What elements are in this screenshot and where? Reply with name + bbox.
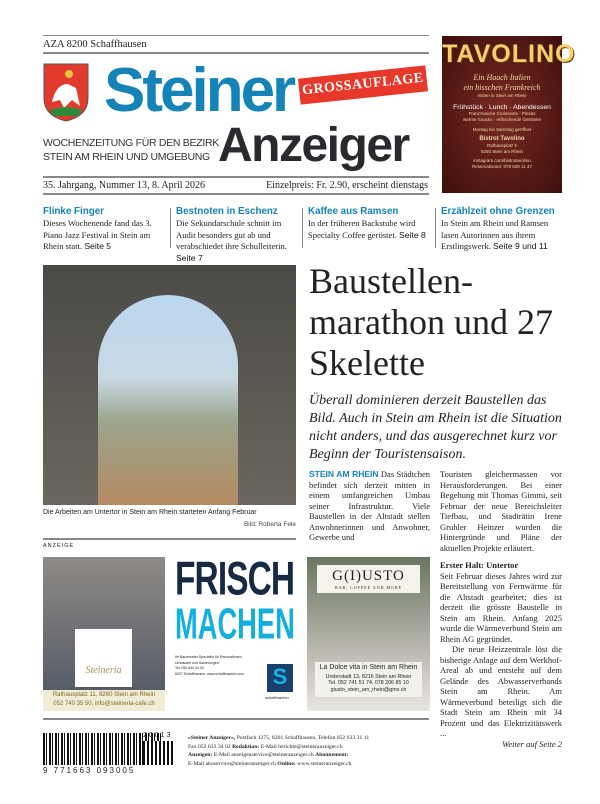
postal-info: AZA 8200 Schaffhausen	[43, 39, 147, 50]
ad-contact: 052 740 35 50, info@steineria-cafe.ch	[53, 701, 155, 707]
imprint-text[interactable]: E-Mail aboservice@steineranzeiger.ch	[188, 760, 276, 767]
giusto-logo: G(I)USTO	[332, 568, 405, 584]
tavolino-ad[interactable]	[442, 36, 576, 193]
article-column	[309, 469, 430, 543]
issue-code: 20013	[143, 732, 173, 739]
photo-credit: Bild: Roberta Fele	[243, 521, 296, 528]
teaser-text: Dieses Wochenende fand das 3. Piano Jazz Festival in Stein am Rhein statt.	[43, 218, 152, 251]
ad-text: 8260 Stein am Rhein	[480, 149, 524, 154]
imprint-label: Online:	[277, 760, 296, 767]
teaser-page: Seite 5	[84, 241, 112, 251]
continued-link[interactable]: Weiter auf Seite 2	[502, 738, 562, 749]
teaser-text: In Stein am Rhein und Ramsen lasen Autorinnen aus ihrem Erstlingswerk.	[441, 218, 549, 251]
imprint-text[interactable]: E-Mail berichte@steineranzeiger.ch	[260, 743, 343, 750]
teaser-title: Erzählzeit ohne Grenzen	[441, 206, 555, 217]
teaser-title: Bestnoten in Eschenz	[176, 206, 278, 217]
imprint	[188, 734, 369, 768]
teaser-text: Die Sekundarschule schnitt im Audit besonders gut ab und verabschiedet ihre Schulleiterin.	[176, 218, 287, 251]
schaffmacher-logo: S	[267, 664, 293, 692]
ad-text: Tel. 052 644 04 40	[175, 666, 204, 670]
imprint-text: Fax 052 633 34 02	[188, 743, 231, 750]
ad-text: giusto_stein_am_rhein@gmx.ch	[330, 687, 407, 694]
ad-text: instagram.com/bistrotavolino	[473, 157, 531, 163]
teaser-text: In der früheren Backstube wird Specialty Coffee geröstet.	[308, 218, 416, 240]
website-link[interactable]: www.steineranzeiger.ch	[297, 760, 352, 767]
photo-caption: Die Arbeiten am Untertor in Stein am Rhein starteten Anfang Februar	[43, 509, 257, 516]
teaser-title: Flinke Finger	[43, 206, 104, 217]
ad-text: Ihr Baumeister-Spezialist für Renovationen, Umbauten und Sanierungen.	[175, 655, 243, 665]
price-info: Einzelpreis: Fr. 2.90, erscheint dienstags	[266, 180, 428, 191]
imprint-text[interactable]: E-Mail anzeigenservice@steineranzeiger.ch	[213, 752, 314, 759]
ad-label: ANZEIGE	[43, 543, 75, 549]
ad-text: 8207 Schaffhausen, www.schaffmacher.com	[175, 671, 244, 676]
issue-barcode	[143, 741, 173, 765]
teaser-page: Seite 9 und 11	[493, 241, 548, 251]
ad-text: Französische Croissants · Pinsas	[468, 110, 536, 116]
ad-text: Rathausplatz 5	[486, 142, 518, 148]
imprint-label: Anzeigen:	[188, 752, 213, 759]
top-rule	[43, 35, 429, 36]
divider	[170, 208, 171, 248]
giusto-tagline: BAR, COFFEE AND MORE	[334, 585, 403, 590]
teaser-page: Seite 7	[176, 252, 203, 263]
subtitle-line: WOCHENZEITUNG FÜR DEN BEZIRK	[43, 137, 219, 149]
article-column	[440, 560, 562, 749]
ad-text: warme Snacks · erfrischende Getränke	[462, 117, 542, 122]
ad-headline: FRISCH	[175, 553, 295, 606]
schaffmacher-ad[interactable]	[175, 553, 297, 711]
teaser-page: Seite 8	[399, 229, 426, 240]
headline: Baustellen-marathon und 27 Skelette	[309, 261, 553, 383]
issue-info: 35. Jahrgang, Nummer 13, 8. April 2026	[43, 180, 206, 191]
masthead-title-steiner: Steiner	[104, 56, 294, 125]
tavolino-name: TAVOLINO	[442, 40, 576, 68]
teaser[interactable]	[43, 205, 167, 253]
rule	[43, 176, 429, 178]
article-photo	[43, 265, 296, 505]
masthead-subtitle	[43, 136, 219, 164]
dateline: STEIN AM RHEIN	[309, 469, 379, 479]
coat-of-arms-logo	[42, 62, 90, 122]
ad-text: Ein Hauch Italien	[473, 73, 531, 82]
ad-text: ein bisschen Frankreich	[463, 83, 541, 92]
teaser[interactable]	[441, 205, 563, 253]
rule	[43, 718, 429, 720]
imprint-label: Redaktion:	[232, 743, 260, 750]
rule	[43, 193, 429, 195]
imprint-label: Abonnement:	[315, 752, 349, 759]
article-text: Die neue Heizzentrale löst die bisherige Anlage auf dem Werkhof-Areal ab und entsteht auf dem Gelände des Abwasserverbands Stein am Rhein. Am Wärmeverbund beteiligt sich die Stadt Stein am Rhein mit 34 Prozent und das Elektrizitätswerk ...	[440, 644, 562, 738]
giusto-ad[interactable]	[307, 557, 430, 711]
article-text: Das Städtchen befindet sich derzeit mitten in einem umfangreichen Umbau seiner Infrastruktur. Viele Baustellen in der Altstadt stellen Anwohnerinnen und Anwohner, Gewerbe und	[309, 469, 431, 542]
article-text: Seit Februar dieses Jahres wird zur Bereitstellung von Fernwärme für die Altstadt gearbeitet; dies ist derzeit die grösste Baustelle in Stein am Rhein. Anfang 2025 wurde die Wärmeverbund Stein am Rhein AG gegründet.	[440, 570, 562, 644]
subhead: Erster Halt: Untertor	[440, 560, 519, 570]
article-column: Touristen gleichermassen vor Herausforderungen. Bei einer Begehung mit Thomas Gimmi, seit Februar der neue Bereichsleiter Tiefbau, und Stadträtin Irene Gruhler Heinzer wurden die Hintergründe und Pläne der aktuellen Projekte erläutert.	[440, 469, 562, 553]
divider	[302, 208, 303, 248]
ad-text: Understadt 13, 8216 Stein am Rhein	[325, 673, 412, 680]
divider	[435, 208, 436, 248]
ad-headline: La Dolce vita in Stein am Rhein	[319, 664, 418, 671]
barcode-number: 9 771663 093005	[43, 766, 136, 775]
teaser[interactable]	[176, 205, 300, 264]
ad-text: Reservationen: 079 839 11 47	[472, 164, 532, 169]
ad-text: Frühstück · Lunch · Abendessen	[453, 103, 551, 111]
ad-text: Montag bis Samstag geöffnet	[472, 126, 532, 132]
ad-text: Bistrot Tavolino	[479, 136, 525, 142]
ad-text: mitten in Stein am Rhein	[477, 93, 527, 98]
masthead-title-anzeiger: Anzeiger	[218, 119, 409, 172]
grossauflage-badge: GROSSAUFLAGE	[298, 65, 428, 104]
brand-name: schaffmacher	[265, 695, 289, 700]
ad-text: Tel. 052 741 51 74, 078 206 85 10	[328, 680, 409, 687]
subtitle-line: STEIN AM RHEIN UND UMGEBUNG	[43, 151, 210, 163]
imprint-text: Postfach 1275, 8201 Schaffhausen, Telefon 052 633 31 11	[236, 735, 370, 741]
archway-image	[98, 295, 238, 505]
steineria-ad[interactable]	[43, 557, 165, 711]
ad-address: Rathausplatz 11, 8260 Stein am Rhein	[52, 692, 156, 698]
rule	[43, 538, 296, 540]
imprint-label: «Steiner Anzeiger»,	[188, 735, 236, 741]
steineria-logo: Steineria	[75, 629, 132, 687]
lead-text: Überall dominieren derzeit Baustellen das Bild. Auch in Stein am Rhein ist die Situation nicht anders, und das ausgerechnet kurz vor Beginn der Touristensaison.	[309, 393, 562, 462]
teaser[interactable]	[308, 205, 432, 241]
rule	[43, 52, 429, 54]
teaser-title: Kaffee aus Ramsen	[308, 206, 399, 217]
ad-headline: MACHEN	[175, 599, 295, 649]
